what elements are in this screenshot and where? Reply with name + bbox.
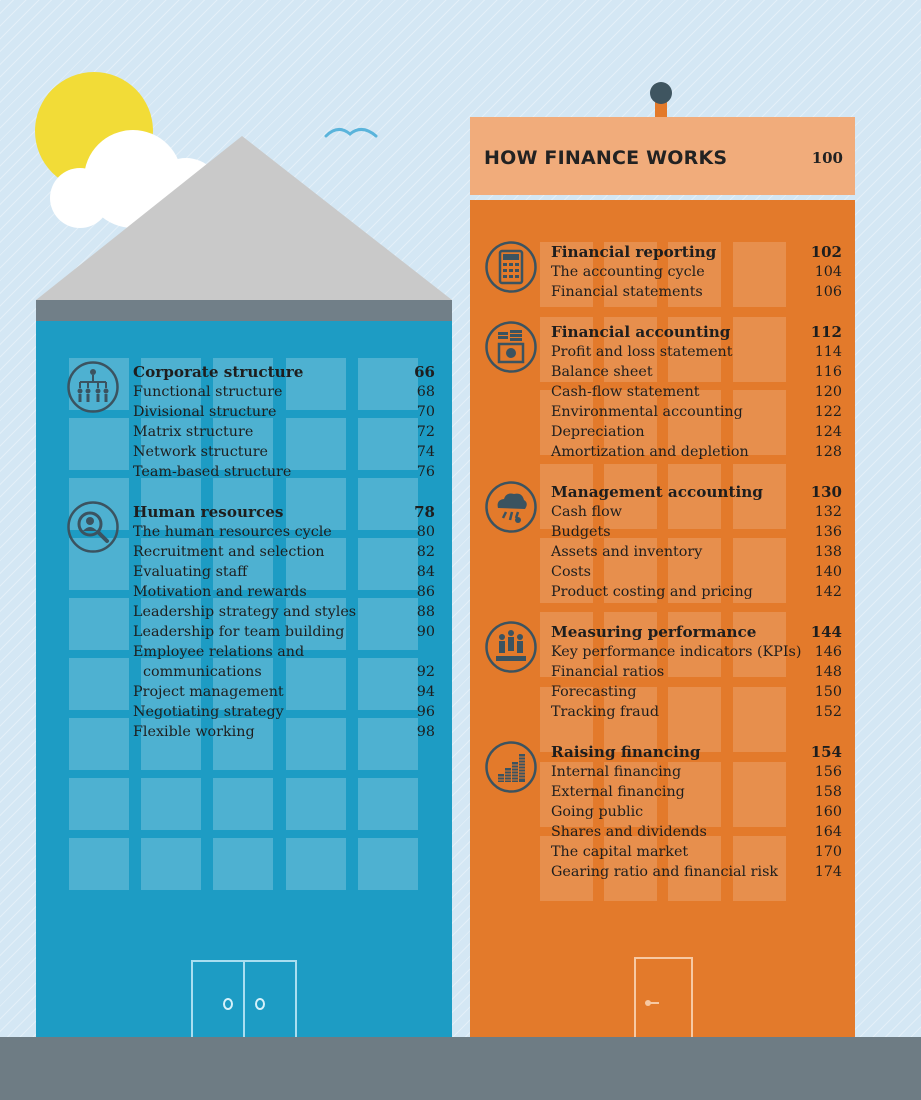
toc-entry-label: Forecasting	[551, 684, 637, 700]
toc-entry-label: Tracking fraud	[551, 704, 660, 720]
toc-entry-label: Shares and dividends	[551, 824, 707, 840]
toc-entry[interactable]	[551, 382, 842, 402]
toc-section	[133, 502, 435, 742]
toc-entry[interactable]	[551, 802, 842, 822]
toc-section-page: 66	[414, 363, 435, 381]
coin-bars-icon	[484, 740, 538, 794]
toc-entry-label: Profit and loss statement	[551, 344, 733, 360]
toc-entry[interactable]	[551, 682, 842, 702]
toc-entry-label: Divisional structure	[133, 404, 277, 420]
toc-entry[interactable]	[133, 562, 435, 582]
calculator-icon	[484, 240, 538, 294]
window	[69, 718, 129, 770]
toc-entry-page: 104	[814, 264, 842, 280]
toc-entry-label: Internal financing	[551, 764, 682, 780]
toc-entry-label: Recruitment and selection	[133, 544, 325, 560]
section-sign	[470, 117, 855, 195]
toc-section	[551, 482, 842, 602]
toc-entry-label: Negotiating strategy	[133, 704, 284, 720]
window	[69, 598, 129, 650]
toc-entry-page: 148	[814, 664, 842, 680]
toc-section-page: 78	[414, 503, 435, 521]
window	[286, 778, 346, 830]
toc-entry-label: Matrix structure	[133, 424, 254, 440]
toc-entry[interactable]	[551, 362, 842, 382]
toc-section-page: 130	[810, 483, 842, 501]
toc-entry[interactable]	[551, 342, 842, 362]
toc-entry-page: 170	[814, 844, 842, 860]
toc-entry[interactable]	[551, 762, 842, 782]
chimney-cap	[650, 82, 672, 104]
toc-entry-page: 150	[814, 684, 842, 700]
toc-entry-page: 96	[416, 704, 435, 720]
toc-entry-label: External financing	[551, 784, 685, 800]
toc-entry-label: Environmental accounting	[551, 404, 743, 420]
window	[69, 658, 129, 710]
toc-entry-label: Balance sheet	[551, 364, 653, 380]
toc-entry[interactable]	[551, 502, 842, 522]
toc-entry-label: Budgets	[551, 524, 611, 540]
toc-entry-label: Leadership for team building	[133, 624, 345, 640]
toc-entry-page: 138	[814, 544, 842, 560]
toc-entry-page: 120	[814, 384, 842, 400]
toc-entry[interactable]	[551, 422, 842, 442]
window	[213, 838, 273, 890]
toc-entry-page: 174	[814, 864, 842, 880]
toc-entry-page: 146	[814, 644, 842, 660]
toc-entry-page: 72	[416, 424, 435, 440]
toc-section-title: Raising financing	[551, 743, 701, 761]
toc-entry-page: 164	[814, 824, 842, 840]
toc-section	[551, 742, 842, 882]
toc-section-heading[interactable]	[551, 242, 842, 262]
toc-entry-page: 80	[416, 524, 435, 540]
toc-entry[interactable]	[133, 722, 435, 742]
toc-entry[interactable]	[133, 682, 435, 702]
toc-entry-page: 142	[814, 584, 842, 600]
window	[141, 838, 201, 890]
ground	[0, 1037, 921, 1100]
toc-section-page: 144	[810, 623, 842, 641]
toc-section	[551, 242, 842, 302]
toc-entry[interactable]	[551, 822, 842, 842]
toc-section-heading[interactable]	[551, 482, 842, 502]
toc-entry-page: 136	[814, 524, 842, 540]
toc-entry[interactable]	[133, 442, 435, 462]
toc-entry-page: 106	[814, 284, 842, 300]
toc-section-heading[interactable]	[133, 502, 435, 522]
section-title: HOW FINANCE WORKS	[484, 147, 728, 169]
toc-entry-page: 86	[416, 584, 435, 600]
toc-entry-label: Key performance indicators (KPIs)	[551, 644, 802, 660]
window	[358, 838, 418, 890]
toc-entry-label: Financial ratios	[551, 664, 665, 680]
toc-entry[interactable]	[551, 442, 842, 462]
toc-entry-label: Flexible working	[133, 724, 255, 740]
window	[213, 778, 273, 830]
toc-entry[interactable]	[133, 422, 435, 442]
toc-entry-page: 158	[814, 784, 842, 800]
toc-entry[interactable]	[551, 402, 842, 422]
toc-section-title: Financial reporting	[551, 243, 717, 261]
toc-entry[interactable]	[551, 282, 842, 302]
toc-entry-page: 70	[416, 404, 435, 420]
toc-entry-page: 116	[814, 364, 842, 380]
toc-entry[interactable]	[551, 862, 842, 882]
toc-section-heading[interactable]	[551, 322, 842, 342]
toc-section-page: 112	[810, 323, 842, 341]
toc-entry-label: Leadership strategy and styles	[133, 604, 357, 620]
toc-section	[133, 362, 435, 482]
toc-entry[interactable]	[133, 702, 435, 722]
left-roof-band	[36, 300, 452, 321]
toc-entry-page: 92	[416, 664, 435, 680]
toc-entry[interactable]	[133, 662, 435, 682]
toc-entry[interactable]	[551, 842, 842, 862]
toc-entry-label: Gearing ratio and financial risk	[551, 864, 779, 880]
toc-entry-label: Employee relations and	[133, 644, 305, 660]
toc-entry[interactable]	[551, 582, 842, 602]
toc-section-title: Financial accounting	[551, 323, 731, 341]
toc-entry[interactable]	[133, 382, 435, 402]
door-handle-icon	[644, 999, 660, 1007]
toc-entry-label: Product costing and pricing	[551, 584, 753, 600]
toc-entry-label: Team-based structure	[133, 464, 292, 480]
toc-entry[interactable]	[133, 602, 435, 622]
toc-entry-label: Network structure	[133, 444, 268, 460]
toc-entry-page: 124	[814, 424, 842, 440]
toc-entry-label: Amortization and depletion	[551, 444, 749, 460]
org-chart-icon	[66, 360, 120, 414]
toc-entry-page: 82	[416, 544, 435, 560]
toc-entry-label: communications	[143, 664, 262, 680]
toc-entry-label: Evaluating staff	[133, 564, 248, 580]
toc-section-heading[interactable]	[551, 742, 842, 762]
toc-entry[interactable]	[551, 522, 842, 542]
window	[286, 838, 346, 890]
toc-entry[interactable]	[551, 782, 842, 802]
left-building-roof	[36, 136, 452, 300]
toc-entry-page: 90	[416, 624, 435, 640]
toc-entry-page: 94	[416, 684, 435, 700]
toc-entry-label: Functional structure	[133, 384, 283, 400]
toc-entry-label: Assets and inventory	[551, 544, 703, 560]
toc-entry[interactable]	[133, 402, 435, 422]
toc-entry[interactable]	[133, 582, 435, 602]
toc-entry-page: 88	[416, 604, 435, 620]
window	[69, 418, 129, 470]
toc-entry[interactable]	[551, 542, 842, 562]
toc-entry-page: 132	[814, 504, 842, 520]
toc-entry[interactable]	[551, 562, 842, 582]
toc-section	[551, 622, 842, 722]
toc-section-title: Human resources	[133, 503, 284, 521]
toc-section-title: Measuring performance	[551, 623, 757, 641]
toc-entry[interactable]	[133, 462, 435, 482]
toc-section-page: 154	[810, 743, 842, 761]
person-search-icon	[66, 500, 120, 554]
toc-entry-label: Financial statements	[551, 284, 703, 300]
podium-people-icon	[484, 620, 538, 674]
toc-section-heading[interactable]	[551, 622, 842, 642]
toc-entry-page: 98	[416, 724, 435, 740]
toc-entry-label: The capital market	[551, 844, 689, 860]
toc-entry[interactable]	[133, 522, 435, 542]
toc-section-title: Corporate structure	[133, 363, 304, 381]
window	[69, 838, 129, 890]
window	[358, 778, 418, 830]
toc-entry-page: 114	[814, 344, 842, 360]
toc-entry-label: Depreciation	[551, 424, 645, 440]
toc-entry-label: The accounting cycle	[551, 264, 705, 280]
toc-entry-label: Cash flow	[551, 504, 622, 520]
toc-entry[interactable]	[133, 622, 435, 642]
toc-entry-page: 74	[416, 444, 435, 460]
toc-entry-page: 156	[814, 764, 842, 780]
toc-section	[551, 322, 842, 462]
toc-section-page: 102	[810, 243, 842, 261]
section-page-number: 100	[811, 149, 843, 167]
toc-entry[interactable]	[551, 662, 842, 682]
toc-entry[interactable]	[551, 642, 842, 662]
toc-entry-label: Costs	[551, 564, 591, 580]
toc-entry[interactable]	[133, 642, 435, 662]
coin-stack-icon	[484, 320, 538, 374]
toc-entry[interactable]	[133, 542, 435, 562]
toc-entry-page: 152	[814, 704, 842, 720]
toc-entry-page: 160	[814, 804, 842, 820]
toc-section-heading[interactable]	[133, 362, 435, 382]
toc-entry-page: 68	[416, 384, 435, 400]
toc-entry-page: 128	[814, 444, 842, 460]
toc-entry-label: Cash-flow statement	[551, 384, 700, 400]
toc-entry-page: 140	[814, 564, 842, 580]
window	[69, 778, 129, 830]
toc-entry-page: 84	[416, 564, 435, 580]
toc-entry[interactable]	[551, 702, 842, 722]
toc-entry[interactable]	[551, 262, 842, 282]
toc-entry-label: Going public	[551, 804, 644, 820]
toc-entry-page: 122	[814, 404, 842, 420]
toc-entry-label: The human resources cycle	[133, 524, 332, 540]
window	[141, 778, 201, 830]
toc-section-title: Management accounting	[551, 483, 763, 501]
toc-entry-page: 76	[416, 464, 435, 480]
money-cloud-icon	[484, 480, 538, 534]
toc-entry-label: Project management	[133, 684, 284, 700]
toc-entry-label: Motivation and rewards	[133, 584, 307, 600]
